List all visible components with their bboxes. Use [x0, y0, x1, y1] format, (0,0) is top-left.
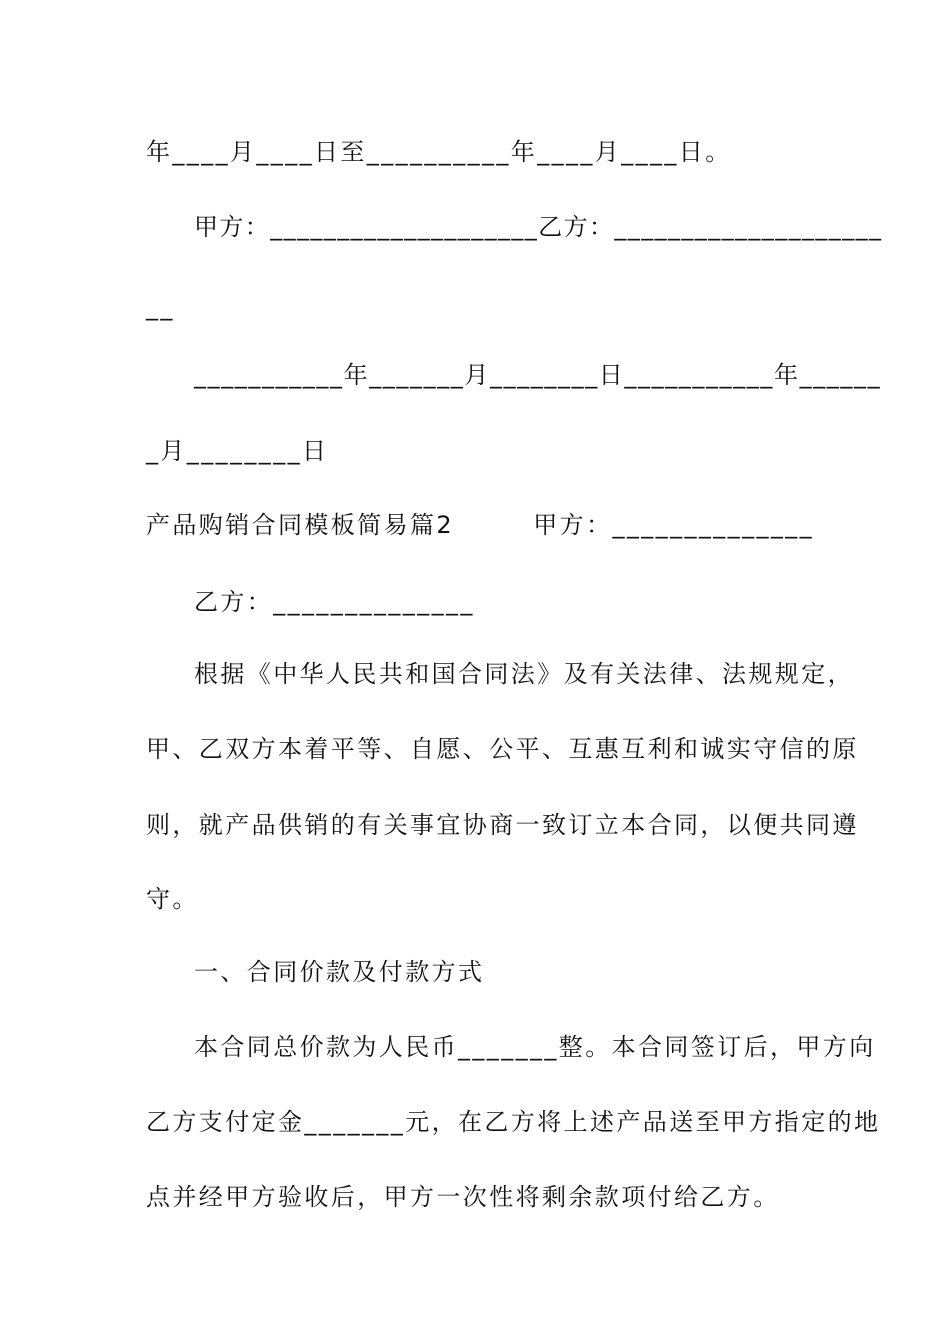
party-b-line: 乙方：______________ — [194, 588, 475, 616]
contract-term-line: 年____月____日至__________年____月____日。 — [146, 138, 732, 166]
signing-date-line: ___________年_______月________日___________年______ — [194, 361, 882, 389]
clause-heading: 一、合同价款及付款方式 — [194, 958, 485, 986]
signing-date-continuation: _月________日 — [146, 437, 329, 465]
paragraph-line: 点并经甲方验收后，甲方一次性将剩余款项付给乙方。 — [146, 1183, 780, 1211]
section-title-with-party-a: 产品购销合同模板简易篇2 甲方：______________ — [146, 511, 815, 539]
paragraph-line: 则，就产品供销的有关事宜协商一致订立本合同，以便共同遵 — [146, 811, 859, 839]
paragraph-line: 甲、乙双方本着平等、自愿、公平、互惠互利和诚实守信的原 — [146, 735, 859, 763]
party-signature-continuation: __ — [146, 293, 175, 321]
paragraph-line: 本合同总价款为人民币_______整。本合同签订后，甲方向 — [194, 1033, 876, 1061]
paragraph-line: 守。 — [146, 885, 199, 913]
party-signature-line: 甲方：____________________乙方：____________________ — [194, 213, 883, 241]
paragraph-line: 乙方支付定金_______元，在乙方将上述产品送至甲方指定的地 — [146, 1108, 881, 1136]
paragraph-line: 根据《中华人民共和国合同法》及有关法律、法规规定， — [194, 660, 854, 688]
